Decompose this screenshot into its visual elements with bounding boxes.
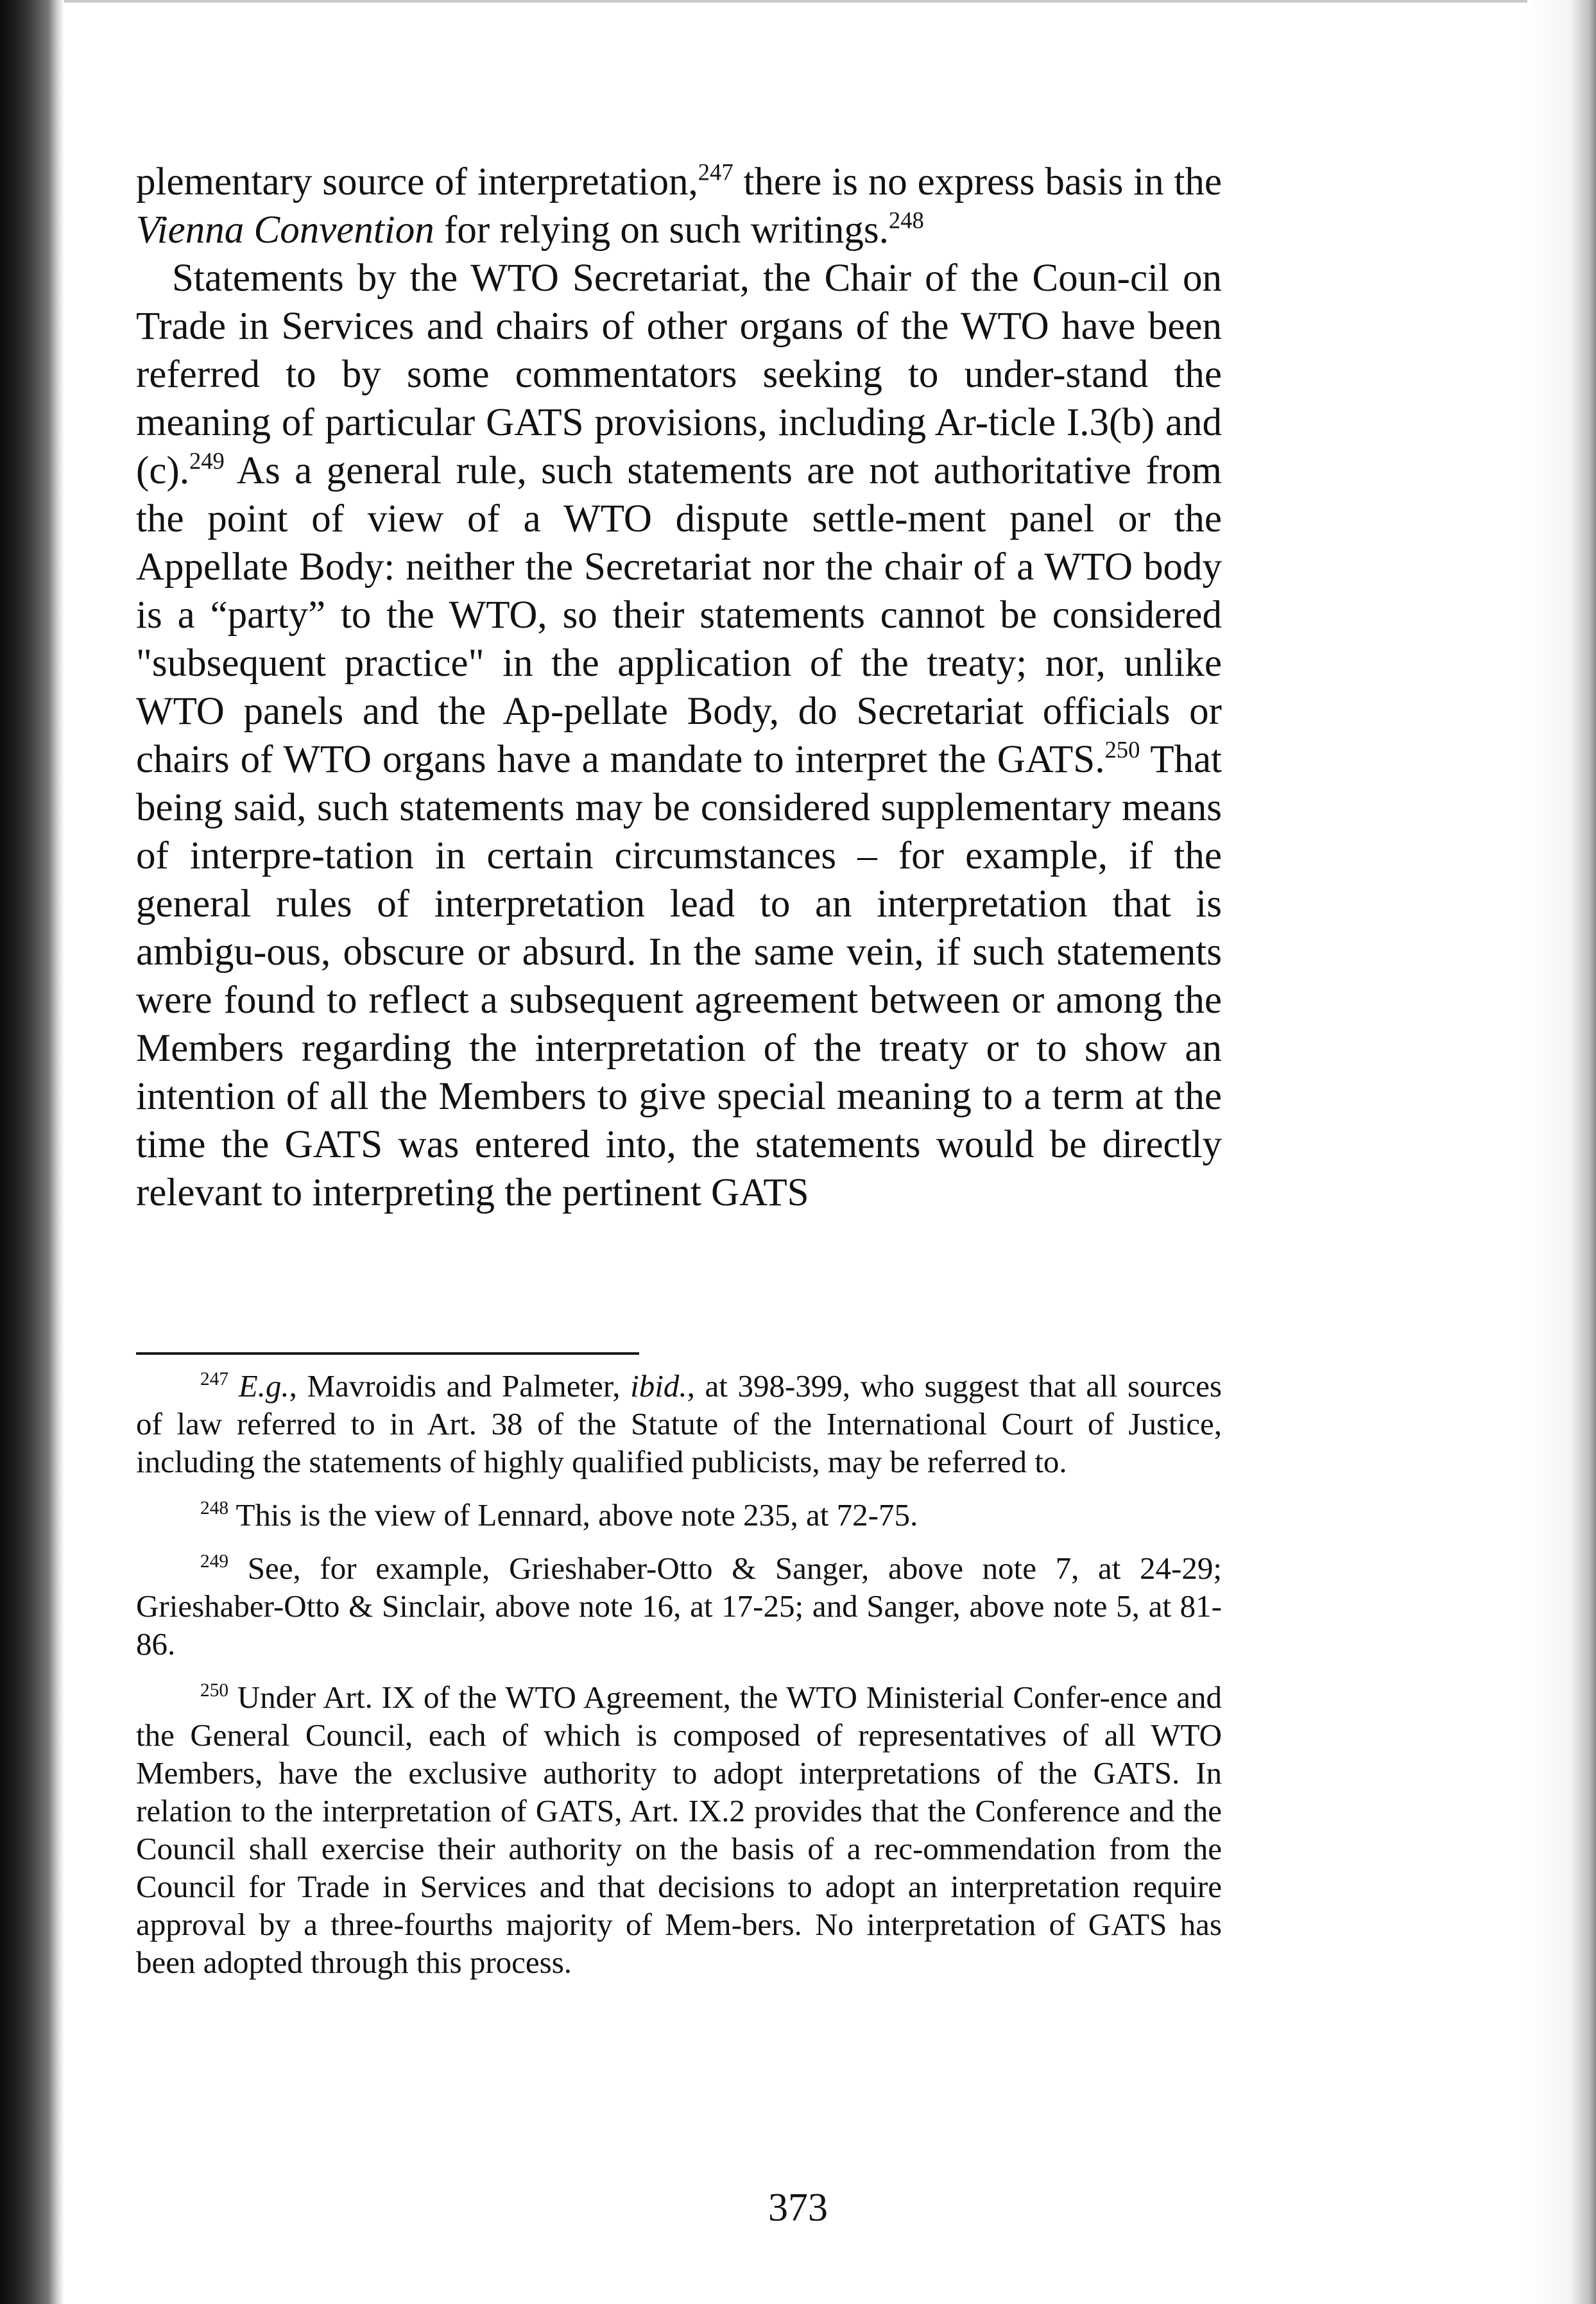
footnote xyxy=(136,1549,1222,1663)
text-run: That being said, such statements may be considered supplementary means of interpre-tation in certain circumstances – for example, if the general rules of interpretation lead to an interpretation that is ambigu-ous, obscure or absurd. In the same vein, if such statements were found to reflect a subsequent agreement between or among the Members regarding the interpretation of the treaty or to show an intention of all the Members to give special meaning to a term at the time the GATS was entered into, the statements would be directly relevant to interpreting the pertinent GATS xyxy=(136,738,1222,1214)
text-run: , at 398-399, who suggest that all sources of law referred to in Art. 38 of the Statute of the International Court of Justice, including the statements of highly qualified publicists, may be referred to. xyxy=(136,1368,1222,1479)
italic-text: Vienna Convention xyxy=(136,209,434,252)
text-run: Under Art. IX of the WTO Agreement, the WTO Ministerial Confer-ence and the General Council, each of which is composed of representatives of all WTO Members, have the exclusive authority to adopt interpretations of the GATS. In relation to the interpretation of GATS, Art. IX.2 provides that the Conference and the Council shall exercise their authority on the basis of a rec-ommendation from the Council for Trade in Services and that decisions to adopt an interpretation require approval by a three-fourths majority of Mem-bers. No interpretation of GATS has been adopted through this process. xyxy=(136,1680,1222,1980)
body-paragraph xyxy=(136,158,1222,254)
text-run xyxy=(228,1368,239,1404)
footnote-marker: 250 xyxy=(1104,736,1140,763)
footnote-marker: 249 xyxy=(200,1551,229,1572)
page-edge-shadow xyxy=(1525,0,1596,2304)
footnote-marker: 249 xyxy=(189,447,225,474)
italic-text: ibid. xyxy=(630,1368,687,1404)
footnote-marker: 250 xyxy=(200,1680,229,1701)
text-run: This is the view of Lennard, above note 235, at 72-75. xyxy=(228,1497,918,1533)
text-run: there is no express basis in the xyxy=(733,160,1222,203)
page-top-edge xyxy=(64,0,1527,3)
footnotes xyxy=(136,1367,1222,1997)
text-run: plementary source of interpretation, xyxy=(136,160,698,203)
text-run: As a general rule, such statements are not authoritative from the point of view of a WTO dispute settle-ment panel or the Appellate Body: neither the Secretariat nor the chair of a WTO body is a “party” to the WTO, so their statements cannot be considered "subsequent practice" in the application of the treaty; nor, unlike WTO panels and the Ap-pellate Body, do Secretariat officials or chairs of WTO organs have a mandate to interpret the GATS. xyxy=(136,449,1222,781)
body-paragraph xyxy=(136,254,1222,1217)
text-run: for relying on such writings. xyxy=(434,209,889,252)
footnote-marker: 248 xyxy=(888,207,924,234)
footnote-separator xyxy=(136,1352,639,1355)
text-run: See, for example, Grieshaber-Otto & Sanger, above note 7, at 24-29; Grieshaber-Otto & Sinclair, above note 16, at 17-25; and Sanger, above note 5, at 81-86. xyxy=(136,1551,1222,1662)
book-binding-edge xyxy=(0,0,64,2304)
footnote xyxy=(136,1496,1222,1534)
footnote xyxy=(136,1678,1222,1981)
page-number: 373 xyxy=(768,2186,828,2230)
main-body-text xyxy=(136,158,1222,1217)
text-run: , Mavroidis and Palmeter, xyxy=(289,1368,631,1404)
text-run: Statements by the WTO Secretariat, the Chair of the Coun-cil on Trade in Services and chairs of other organs of the WTO have been referred to by some commentators seeking to under-stand the meaning of particular GATS provisions, including Ar-ticle I.3(b) and (c). xyxy=(136,257,1222,492)
footnote-marker: 247 xyxy=(200,1368,229,1389)
footnote-marker: 248 xyxy=(200,1497,229,1518)
footnote xyxy=(136,1367,1222,1481)
footnote-marker: 247 xyxy=(698,159,734,185)
italic-text: E.g. xyxy=(238,1368,289,1404)
